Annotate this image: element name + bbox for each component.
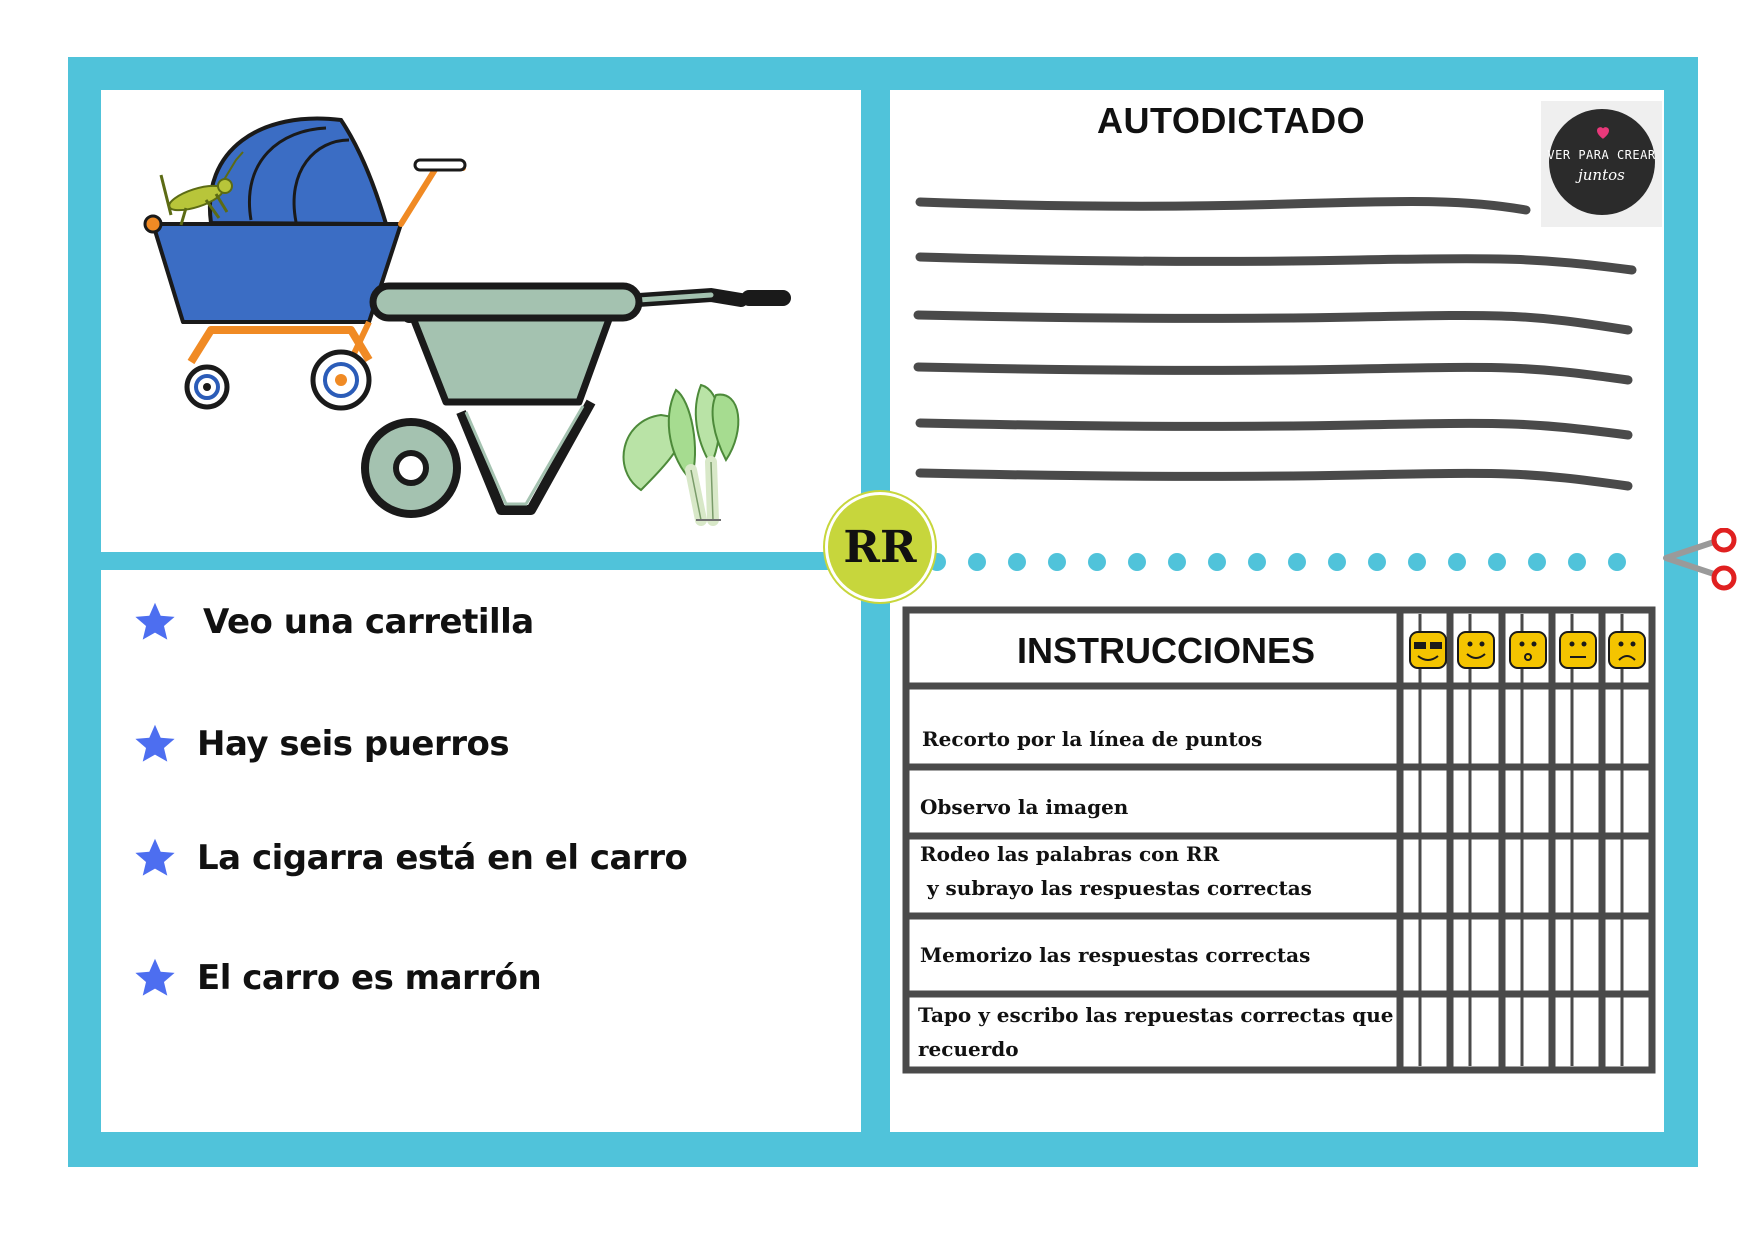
logo-line2: juntos bbox=[1578, 166, 1625, 184]
logo-line1: VER PARA CREAR bbox=[1547, 148, 1656, 162]
instruction-text: Tapo y escribo las repuestas correctas que bbox=[918, 1003, 1394, 1027]
instruction-row bbox=[920, 938, 1310, 972]
heart-icon bbox=[1594, 123, 1612, 141]
writing-line bbox=[920, 423, 1628, 435]
sentence-text: La cigarra está en el carro bbox=[197, 838, 688, 878]
cool-face-icon bbox=[1410, 632, 1446, 668]
instruction-text: Observo la imagen bbox=[920, 795, 1129, 819]
cut-line bbox=[925, 548, 1665, 576]
surprised-face-icon bbox=[1510, 632, 1546, 668]
instruction-row bbox=[920, 790, 1128, 824]
instruction-row bbox=[922, 722, 1262, 756]
star-icon bbox=[133, 956, 177, 1000]
writing-line bbox=[920, 257, 1632, 270]
writing-line bbox=[920, 473, 1628, 486]
illustration-panel bbox=[101, 90, 861, 552]
writing-line bbox=[920, 202, 1526, 210]
sentences-panel bbox=[101, 570, 861, 1132]
sentence-item bbox=[133, 722, 509, 766]
instructions-heading: INSTRUCCIONES bbox=[1017, 630, 1316, 671]
sentence-text: Hay seis puerros bbox=[197, 724, 510, 764]
sentence-text: Veo una carretilla bbox=[203, 602, 534, 642]
star-icon bbox=[133, 836, 177, 880]
leek-icon bbox=[624, 385, 739, 520]
rr-badge bbox=[825, 492, 935, 602]
illustration bbox=[101, 90, 861, 552]
neutral-face-icon bbox=[1560, 632, 1596, 668]
sad-face-icon bbox=[1609, 632, 1645, 668]
instruction-text: Recorto por la línea de puntos bbox=[922, 727, 1263, 751]
instruction-row bbox=[920, 837, 1312, 905]
scissors-icon bbox=[1662, 528, 1742, 594]
instruction-text: Memorizo las respuestas correctas bbox=[920, 943, 1311, 967]
sentence-text: El carro es marrón bbox=[197, 958, 542, 998]
star-icon bbox=[133, 722, 177, 766]
rr-label: RR bbox=[843, 521, 917, 573]
writing-lines bbox=[908, 180, 1638, 500]
sentence-item bbox=[133, 956, 541, 1000]
sentence-item bbox=[133, 600, 534, 644]
star-icon bbox=[133, 600, 177, 644]
instruction-text: recuerdo bbox=[918, 1037, 1019, 1061]
instruction-text: Rodeo las palabras con RR bbox=[920, 842, 1220, 866]
sentence-item bbox=[133, 836, 687, 880]
page-title: AUTODICTADO bbox=[1097, 100, 1366, 141]
stroller-icon bbox=[145, 118, 465, 408]
writing-line bbox=[918, 367, 1628, 380]
instruction-text: y subrayo las respuestas correctas bbox=[920, 876, 1312, 900]
writing-line bbox=[918, 315, 1628, 330]
smile-face-icon bbox=[1458, 632, 1494, 668]
instruction-row bbox=[918, 998, 1394, 1066]
